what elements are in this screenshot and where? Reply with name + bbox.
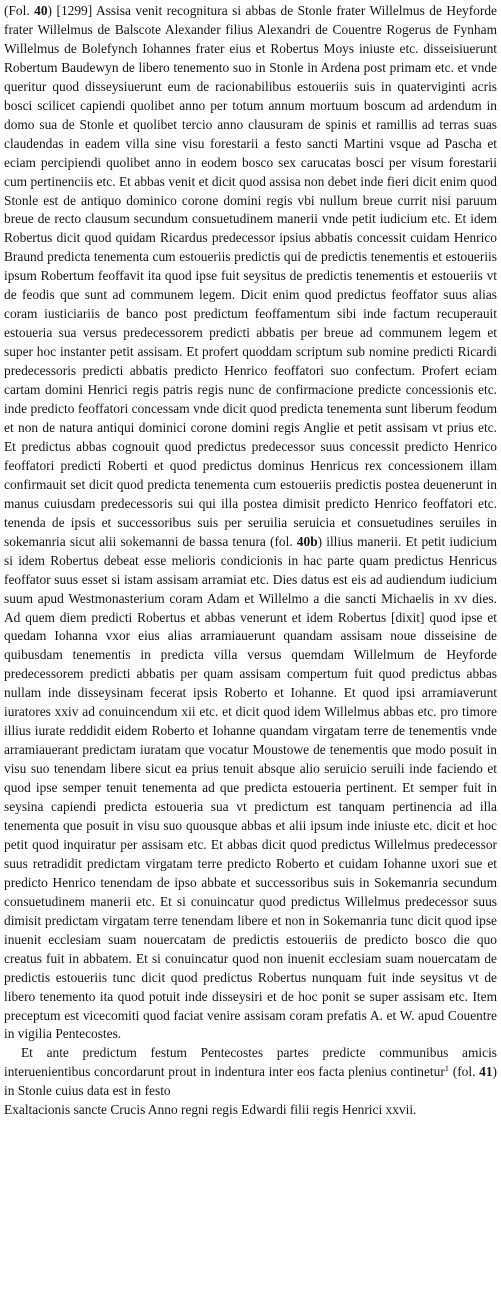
folio-open: (fol. bbox=[270, 533, 297, 549]
paragraph-date bbox=[4, 1101, 497, 1120]
folio-close: ) bbox=[492, 1064, 497, 1080]
paragraph-main-text-part2: illius manerii. Et petit iudicium si idem Robertus debeat esse melioris condicionis in hac parte quam predictus Henricus feoffator suus esset si istam assisam arramiat etc. Dies datus est eis ad audiendum iudicium suum apud Westmonasterium coram Adam et Willelmo a die sancti Michaelis in xv dies. Ad quem diem predicti Robertus et abbas venerunt et idem Robertus [dixit] quod ipse et quedam Iohanna vxor eius alias arramiauerunt quandam assisam noue disseisine de quibusdam tenementis in predicta villa versus quemdam Willelmum de Heyforde predecessorem predicti abbatis per quam assisam compertum fuit quod predictus abbas nullam inde disseysinam fecerat ipsis Roberto et Iohanne. Et quod ipsi arramiaverunt iuratores xxiv ad conuincendum xii etc. et dicit quod idem Willelmus abbas etc. pro timore illius iurate reddidit eidem Roberto et Iohanne quandam virgatam terre de tenementis vnde arramiauerant predictam iuratam que vocatur Moustowe de tenementis que modo posuit in visu suo tenendam libere sicut ea prius tenuit absque alio seruicio seruili inde faciendo et quod ipse semper tenuit tenementa ad que predicta estoueria pertinent. Et semper fuit in seysina capiendi predicta estoueria sua vt predictum est tanquam pertinencia ad illa tenementa que posuit in visu suo quousque abbas et alii ipsum inde iniuste etc. dicit et hoc petit quod inquiratur per assisam etc. Et abbas dicit quod predictus Willelmus predecessor suus retradidit predictam virgatam terre predicto Roberto et cuidam Iohanne uxori sue et predicto Henrico tenendam de ipso abbate et successoribus suis in Sokemanria secundum consuetudinem manerii etc. Et si conuincatur quod predictus Willelmus predecessor suus dimisit predictam virgatam terre tenendam libere et non in Sokemanria tunc dicit quod ipse inuenit ecclesiam suam nouercatam de predictis estoueriis de predicto bosco die quo creatus fuit in abbatem. Et si conuincatur quod non inuenit ecclesiam suam nouercatam de predictis estoueriis tunc dicit quod predictus Robertus nunquam fuit inde seysitus vt de libero tenemento ita quod potuit inde disseysiri et de hoc ponit se super assisam etc. Item preceptum est vicecomiti quod faciat venire assisam coram prefatis A. et W. apud Couentre in vigilia Pentecostes. bbox=[4, 533, 497, 1042]
folio-open: (fol. bbox=[452, 1064, 480, 1080]
folio-reference bbox=[4, 3, 52, 18]
paragraph-main-text-part1: Assisa venit recognitura si abbas de Stonle frater Willelmus de Heyforde frater Willelmus de Balscote Alexander filius Alexandri de Couentre Rogerus de Fynham Willelmus de Bolefynch Iohannes frater eius et Robertus Moys iniuste etc. disseisiuerunt Robertum Baudewyn de libero tenemento suo in Stonle in Ardena post primam etc. et vnde queritur quod disseysiuerunt eum de racionabilibus estoueriis suis in quaterviginti acris bosci scilicet capiendi quolibet anno per totum annum mortuum boscum ad ardendum in domo sua de Stonle et quolibet tercio anno clausuram de spinis et ramillis ad terras suas claudendas in eadem villa sine visu forestarii a festo sancti Martini vsque ad Pascha et eciam percipiendi quolibet anno in eodem bosco sex carucatas bosci per visum forestarii cum pertinenciis etc. Et abbas venit et dicit quod assisa non debet inde fieri dicit enim quod Stonle est de antiquo dominico corone domini regis vbi nullum breue currit nisi paruum breue de recto clausum secundum consuetudinem manerii vnde petit iudicium etc. Et idem Robertus dicit quod quidam Ricardus predecessor ipsius abbatis concessit cuidam Henrico Braund predicta tenementa cum estoueriis predictis qui de predictis tenementis et estoueriis ipsum Robertum feoffavit ita quod ipse fuit seysitus de predictis tenementis et estoueriis vt de feodis que sunt ad communem legem. Dicit enim quod predictus feoffator suus alias coram iusticiariis de banco post predictum feoffamentum sibi inde factum recuperauit estoueria sua versus predecessorem predicti abbatis per breue ad communem legem et super hoc instanter petit assisam. Et profert quoddam scriptum sub nomine predicti Ricardi predecessoris predicti abbatis predicto Henrico feoffatori suo confectum. Profert eciam cartam domini Henrici regis patris regis nunc de confirmacione predicte concessionis etc. inde predicto feoffatori concessam vnde dicit quod predicta tenementa sunt liberum feodum et non de natura antiqui dominici corone domini regis Anglie et petit assisam vt prius etc. Et predictus abbas cognouit quod predictus predecessor suus concessit predicto Henrico feoffatori predicti Roberti et quod predictus dominus Henricus rex concessionem illam confirmauit set dicit quod predicta tenementa cum estoueriis predictis postea deuenerunt in manus cuiusdam predecessoris sui qui illa postea dimisit predicto Henrico feoffatori etc. tenenda de ipsis et successoribus suis per seruilia seruicia et consuetudines seruiles in sokemanria sicut alii sokemanni de bassa tenura bbox=[4, 3, 497, 549]
folio-number: 40b bbox=[296, 533, 318, 549]
folio-close: ) bbox=[317, 533, 323, 549]
paragraph-concord bbox=[4, 1044, 497, 1101]
folio-number: 41 bbox=[479, 1064, 493, 1080]
paragraph-concord-text-part2: in Stonle cuius data est in festo bbox=[4, 1083, 171, 1099]
folio-reference-40b bbox=[270, 534, 322, 549]
paragraph-date-text: Exaltacionis sancte Crucis Anno regni regis Edwardi filii regis Henrici xxvii. bbox=[4, 1102, 417, 1118]
folio-open: (Fol. bbox=[4, 3, 35, 18]
year-label: [1299] bbox=[56, 3, 93, 18]
folio-number: 40 bbox=[34, 3, 48, 18]
folio-reference-41 bbox=[453, 1064, 497, 1079]
folio-close: ) bbox=[47, 3, 53, 18]
paragraph-concord-text-part1: Et ante predictum festum Pentecostes partes predicte communibus amicis interuenientibus concordarunt prout in indentura inter eos facta plenius continetur bbox=[4, 1045, 497, 1080]
paragraph-main bbox=[4, 2, 497, 1044]
footnote-marker: 1 bbox=[444, 1063, 450, 1074]
